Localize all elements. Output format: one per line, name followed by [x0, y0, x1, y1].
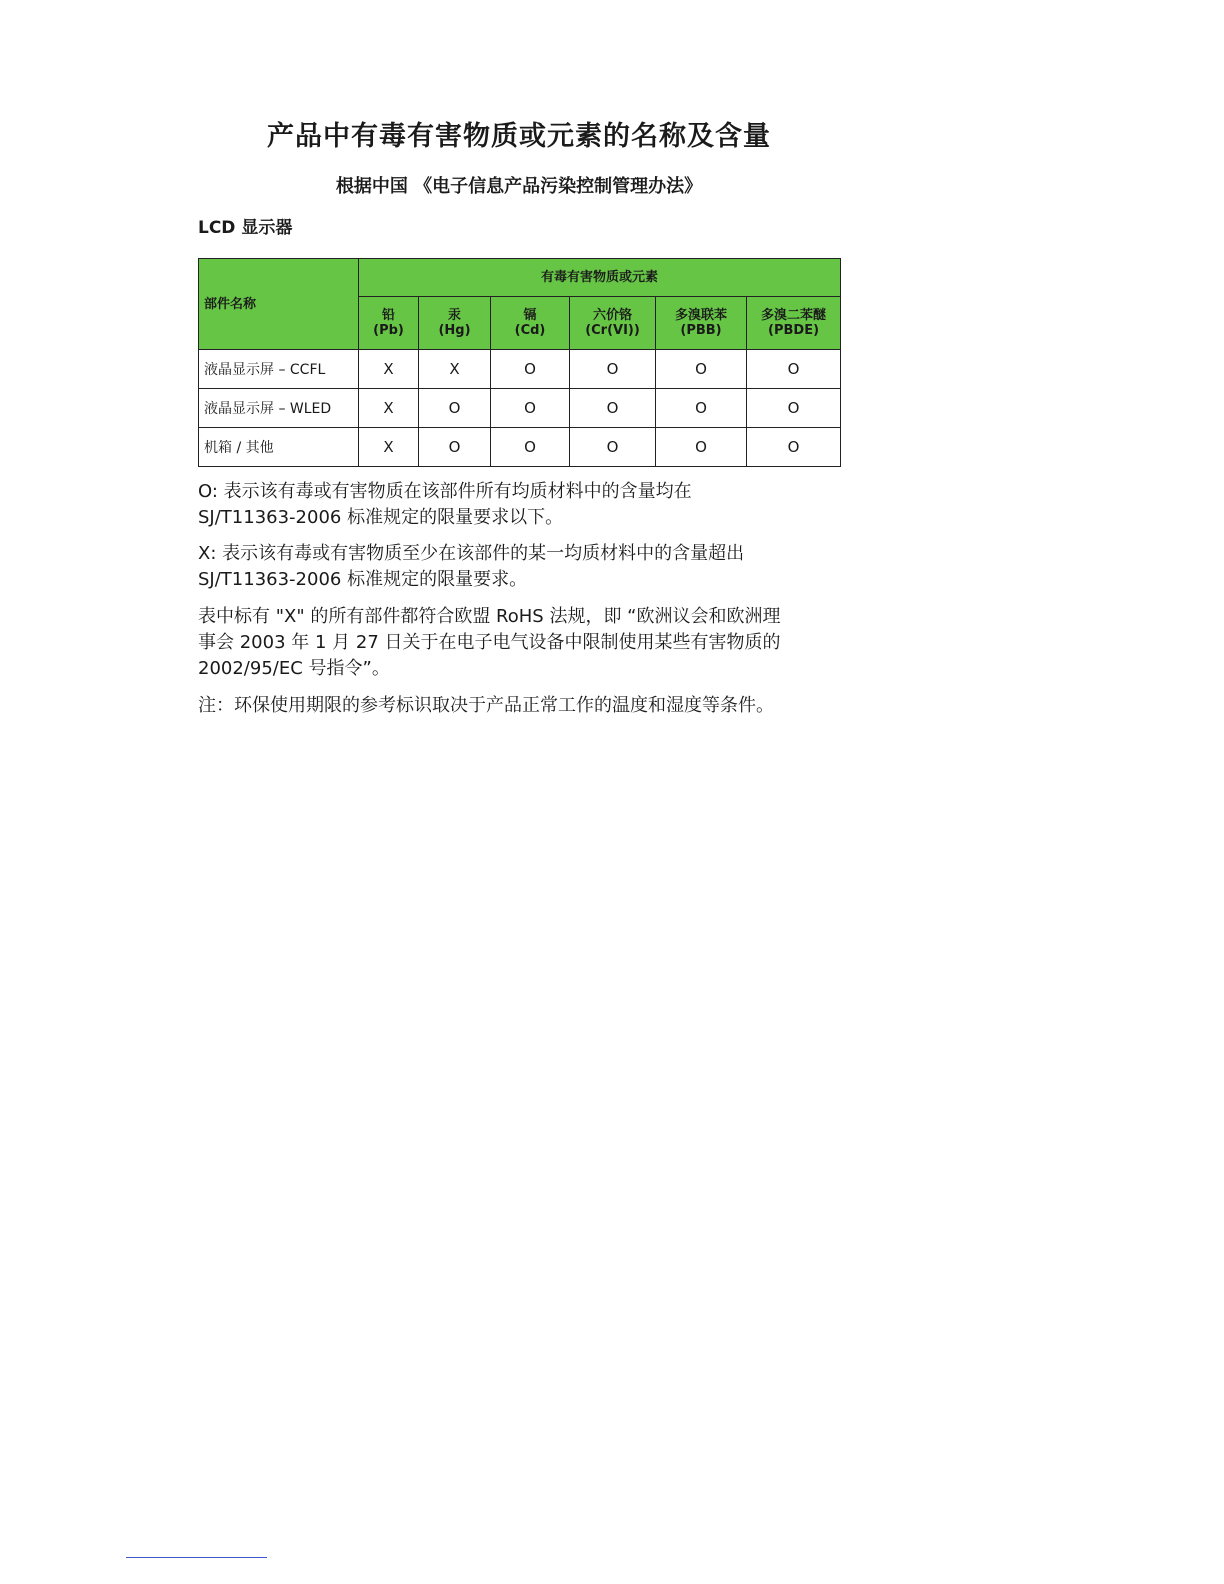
element-header: 镉 (Cd) [491, 297, 570, 350]
table-cell: O [747, 428, 841, 467]
note-line: 注：环保使用期限的参考标识取决于产品正常工作的温度和湿度等条件。 [198, 695, 774, 716]
table-cell: O [570, 350, 656, 389]
element-header: 六价铬 (Cr(VI)) [570, 297, 656, 350]
element-header: 汞 (Hg) [419, 297, 491, 350]
table-cell: O [570, 428, 656, 467]
substance-table [198, 258, 841, 467]
o-definition-note [198, 479, 858, 531]
table-cell: O [491, 350, 570, 389]
note-line: 表中标有 "X" 的所有部件都符合欧盟 RoHS 法规，即 “欧洲议会和欧洲理 [198, 606, 781, 627]
table-cell: O [570, 389, 656, 428]
note-line: SJ/T11363-2006 标准规定的限量要求。 [198, 569, 528, 590]
table-cell: O [656, 350, 747, 389]
table-row [199, 389, 841, 428]
part-name-header: 部件名称 [199, 259, 359, 350]
table-cell: X [359, 428, 419, 467]
table-cell: O [491, 428, 570, 467]
rohs-compliance-note [198, 604, 858, 682]
table-cell: X [359, 389, 419, 428]
group-header: 有毒有害物质或元素 [359, 259, 841, 297]
section-label: LCD 显示器 [198, 218, 293, 238]
table-cell: X [359, 350, 419, 389]
note-line: 事会 2003 年 1 月 27 日关于在电子电气设备中限制使用某些有害物质的 [198, 632, 781, 653]
table-cell: O [419, 428, 491, 467]
element-header: 多溴二苯醚 (PBDE) [747, 297, 841, 350]
x-definition-note [198, 541, 858, 593]
part-name-cell: 液晶显示屏 – CCFL [199, 350, 359, 389]
page-subtitle: 根据中国 《电子信息产品污染控制管理办法》 [335, 176, 703, 197]
note-line: O: 表示该有毒或有害物质在该部件所有均质材料中的含量均在 [198, 481, 692, 502]
note-line: X: 表示该有毒或有害物质至少在该部件的某一均质材料中的含量超出 [198, 543, 745, 564]
table-cell: X [419, 350, 491, 389]
part-name-cell: 机箱 / 其他 [199, 428, 359, 467]
element-header: 铅 (Pb) [359, 297, 419, 350]
table-cell: O [491, 389, 570, 428]
note-line: SJ/T11363-2006 标准规定的限量要求以下。 [198, 507, 564, 528]
footnote-divider [126, 1557, 267, 1558]
table-row [199, 428, 841, 467]
table-header-row [199, 259, 841, 297]
environmental-remark [198, 693, 858, 719]
table-cell: O [747, 389, 841, 428]
table-row [199, 350, 841, 389]
table-cell: O [656, 389, 747, 428]
table-cell: O [656, 428, 747, 467]
part-name-cell: 液晶显示屏 – WLED [199, 389, 359, 428]
table-cell: O [419, 389, 491, 428]
element-header: 多溴联苯 (PBB) [656, 297, 747, 350]
table-cell: O [747, 350, 841, 389]
page-title: 产品中有毒有害物质或元素的名称及含量 [267, 121, 771, 152]
note-line: 2002/95/EC 号指令”。 [198, 658, 390, 679]
